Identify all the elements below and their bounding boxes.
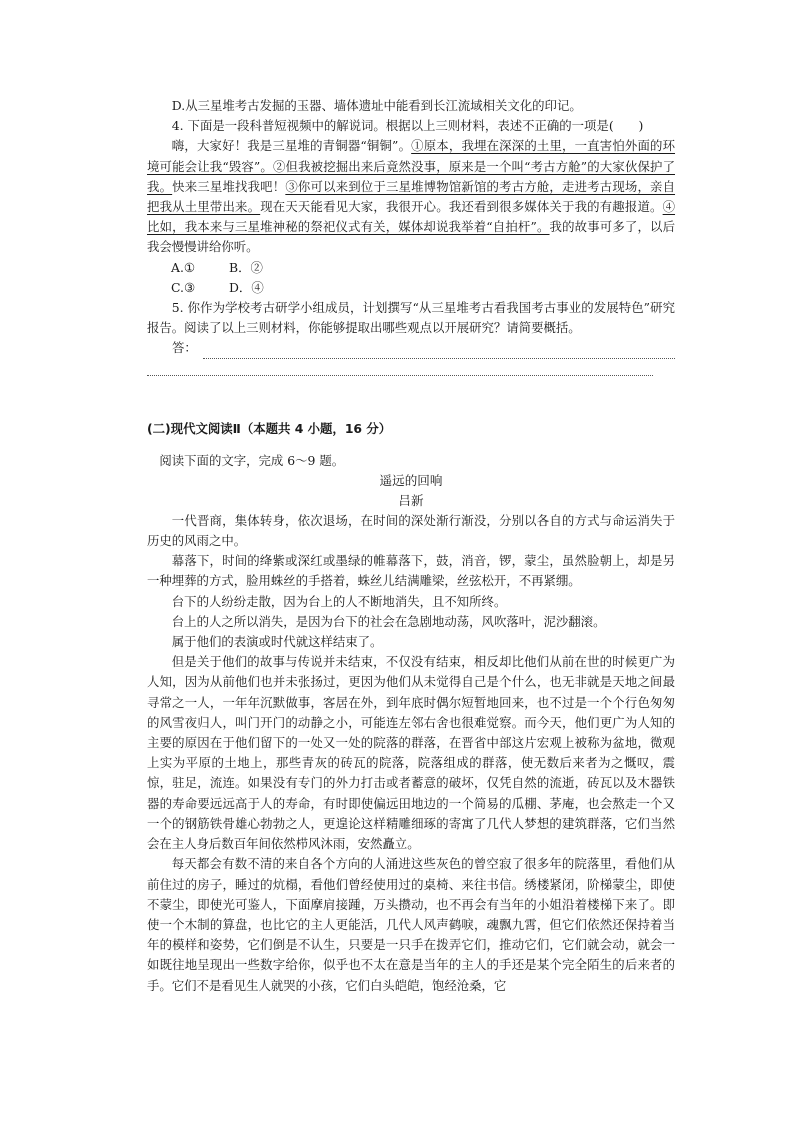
q4-sentence-3: ③你可以来到位于三星堆博物馆新馆的考古方舱，走进考古现场，亲自把我从土里带出来。 [147,178,676,215]
q4-option-b[interactable]: B．② [229,259,263,275]
q4-options-row-1 [147,258,675,278]
q4-sentence-end: 我的故事可多了，以后我会慢慢讲给你听。 [147,219,676,255]
article-paragraph: 一代晋商，集体转身，依次退场，在时间的深处渐行渐没，分别以各自的方式与命运消失于历史的风雨之中。 [147,512,675,549]
article-paragraph: 但是关于他们的故事与传说并未结束，不仅没有结束，相反却比他们从前在世的时候更广为人知，因为从前他们也并未张扬过，更因为他们从未觉得自己是个什么，也无非就是天地之间最寻常之一人，一年年沉默做事，客居在外，到年底时偶尔短暂地回来，也不过是一个个行色匆匆的风雪夜归人，叫门开门的动静之小，可能连左邻右舍也很难觉察。而今天，他们更广为人知的主要的原因在于他们留下的一处又一处的院落的群落，在晋省中部这片宏观上被称为盆地，微观上实为平原的土地上，那些青灰的砖瓦的院落，院落组成的群落，使无数后来者为之慨叹，震惊，驻足，流连。如果没有专门的外力打击或者蓄意的破坏，仅凭自然的流逝，砖瓦以及木器铁器的寿命要远远高于人的寿命，有时即使偏远田地边的一个简易的瓜棚、茅庵，也会熬走一个又一个的钢筋铁骨雄心勃勃之人，更遑论这样精雕细琢的寄寓了几代人梦想的建筑群落，它们当然会在主人身后数百年间依然栉风沐雨，安然矗立。 [147,654,675,852]
q5-answer-area[interactable] [147,338,675,358]
reading-instruction: 阅读下面的文字，完成 6～9 题。 [159,452,345,468]
q5-answer-label: 答： [172,340,197,356]
q3-option-d: D.从三星堆考古发掘的玉器、墙体遗址中能看到长江流域相关文化的印记。 [171,98,582,113]
q4-sentence-media: 现在天天能看见大家，我很开心。我还看到很多媒体关于我的有趣报道。 [260,199,663,215]
q4-sentence-4: ④比如，我本来与三星堆神秘的祭祀仪式有关，媒体却说我举着“自拍杆”。 [147,199,676,235]
q5-stem: 5. 你作为学校考古研学小组成员，计划撰写“从三星堆考古看我国考古事业的发展特色”研究报告。阅读了以上三则材料，你能够提取出哪些观点以开展研究？请简要概括。 [147,300,675,336]
q4-sentence-intro: 嗨，大家好！我是三星堆的青铜器“铜铜”。 [171,138,412,154]
article-paragraph: 台下的人纷纷走散，因为台上的人不断地消失，且不知所终。 [171,593,507,609]
q4-option-d[interactable]: D．④ [229,279,264,295]
article-paragraph: 每天都会有数不清的来自各个方向的人涌进这些灰色的曾空寂了很多年的院落里，看他们从前住过的房子，睡过的炕榻，看他们曾经使用过的桌椅、来往书信。绣楼紧闭，阶梯蒙尘，即使不蒙尘，即使光可鉴人，下面摩肩接踵，万头攒动，也不再会有当年的小姐沿着楼梯下来了。即使一个木制的算盘，也比它的主人更能活，几代人风声鹤唳，魂飘九霄，但它们依然还保持着当年的模样和姿势，它们倒是不认生，只要是一只手在拨弄它们，推动它们，它们就会动，就会一如既往地呈现出一些数字给你，似乎也不太在意是当年的主人的手还是某个完全陌生的后来者的手。它们不是看见生人就哭的小孩，它们白头皑皑，饱经沧桑，它 [147,856,675,993]
article-paragraph: 台上的人之所以消失，是因为台下的社会在急剧地动荡，风吹落叶，泥沙翻滚。 [171,613,606,629]
q4-option-a[interactable]: A.① [171,259,195,275]
article-paragraph: 幕落下，时间的绛紫或深红或墨绿的帷幕落下，鼓，消音，锣，蒙尘，虽然脸朝上，却是另一种埋葬的方式，脸用蛛丝的手搭着，蛛丝儿结满雕梁，丝弦松开，不再紧绷。 [147,553,675,589]
q4-options-row-2 [147,278,675,298]
page [147,96,675,996]
q4-passage [147,136,675,257]
q4-sentence-call: 快来三星堆找我吧！ [172,178,286,194]
q4-stem: 4. 下面是一段科普短视频中的解说词。根据以上三则材料，表述不正确的一项是( ) [171,118,644,134]
article-title: 遥远的回响 [379,472,443,488]
q4-sentence-1: ①原本，我埋在深深的土里，一直害怕外面的环境可能会让我“毁容”。 [147,138,676,174]
q5-answer-line-2[interactable] [147,363,653,376]
q5-answer-line-1[interactable] [203,344,675,359]
article-author: 吕新 [398,492,424,508]
article-paragraph: 属于他们的表演或时代就这样结束了。 [171,634,383,650]
section-heading: (二)现代文阅读Ⅱ（本题共 4 小题，16 分） [147,420,392,436]
q4-sentence-2: ②但我被挖掘出来后竟然没事，原来是一个叫“考古方舱”的大家伙保护了我。 [147,158,675,194]
q4-option-c[interactable]: C.③ [171,279,196,295]
